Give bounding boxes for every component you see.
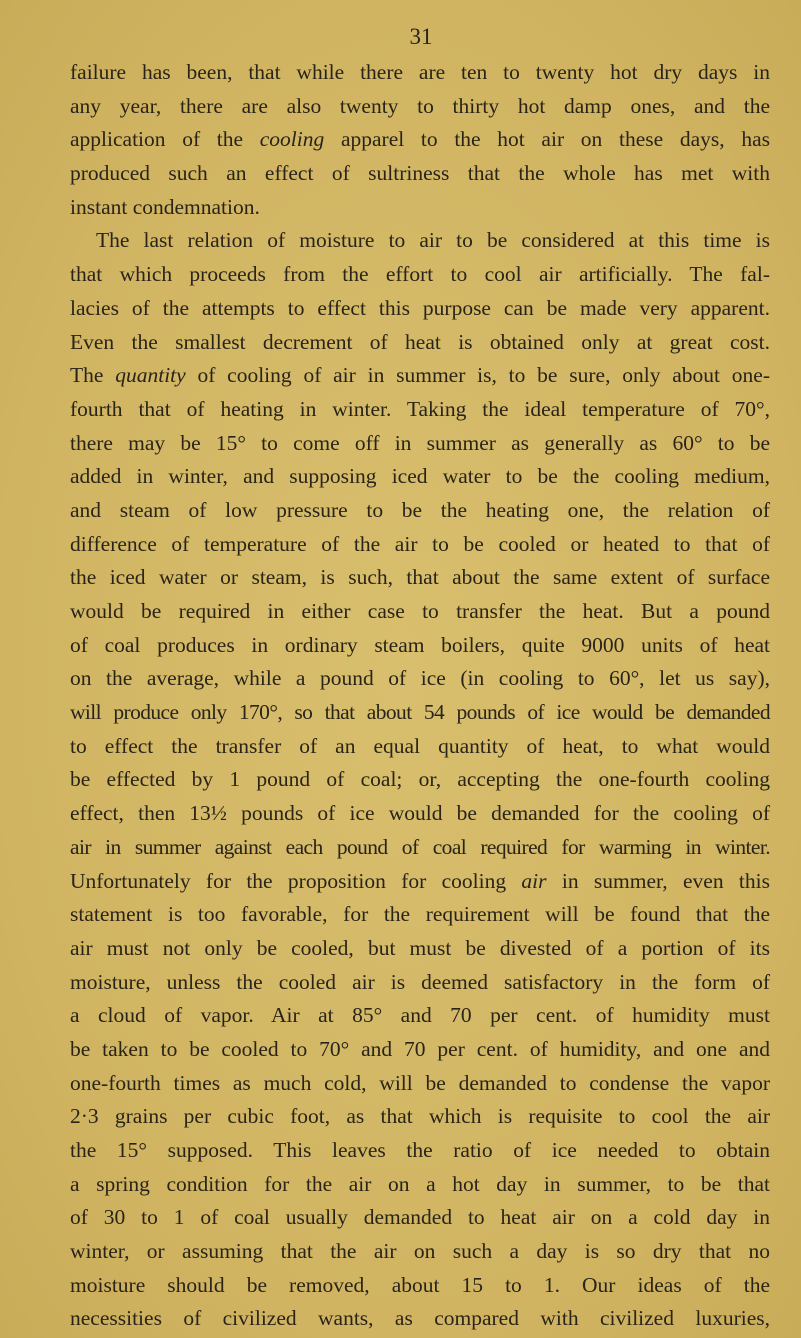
- text-segment: a cloud of vapor. Air at 85° and 70 per cent. of humidity must: [70, 1003, 770, 1028]
- text-segment: the iced water or steam, is such, that about the same extent of surface: [70, 565, 770, 590]
- text-line: [70, 730, 770, 764]
- text-line: [70, 1100, 770, 1134]
- text-line: [70, 494, 770, 528]
- text-segment: winter, or assuming that the air on such a day is so dry that no: [70, 1239, 770, 1264]
- text-line: [70, 1168, 770, 1202]
- text-line: [70, 1067, 770, 1101]
- text-segment: effect, then 13½ pounds of ice would be demanded for the cooling of: [70, 801, 770, 826]
- text-line: [70, 393, 770, 427]
- text-segment: that which proceeds from the effort to cool air artificially. The fal-: [70, 262, 770, 287]
- text-segment: any year, there are also twenty to thirty hot damp ones, and the: [70, 93, 770, 118]
- text-segment: a spring condition for the air on a hot day in summer, to be that: [70, 1171, 770, 1196]
- text-line: [70, 629, 770, 663]
- text-segment: air in summer against each pound of coal required for warming in winter.: [70, 834, 770, 859]
- text-line: [70, 1201, 770, 1235]
- text-segment: of 30 to 1 of coal usually demanded to heat air on a cold day in: [70, 1205, 770, 1230]
- text-line: [70, 292, 770, 326]
- text-line: [70, 56, 770, 90]
- text-segment: lacies of the attempts to effect this purpose can be made very apparent.: [70, 295, 770, 320]
- text-line: [70, 999, 770, 1033]
- text-line: [70, 1033, 770, 1067]
- text-segment: The: [70, 363, 116, 388]
- text-line: [70, 528, 770, 562]
- text-segment: application of the: [70, 127, 260, 152]
- italic-text: quantity: [115, 363, 186, 388]
- text-segment: of coal produces in ordinary steam boilers, quite 9000 units of heat: [70, 632, 770, 657]
- text-segment: be effected by 1 pound of coal; or, accepting the one-fourth cooling: [70, 767, 770, 792]
- text-segment: moisture should be removed, about 15 to 1. Our ideas of the: [70, 1272, 770, 1297]
- italic-text: air: [521, 868, 547, 893]
- text-segment: of cooling of air in summer is, to be sure, only about one-: [185, 363, 770, 388]
- text-segment: to effect the transfer of an equal quantity of heat, to what would: [70, 733, 770, 758]
- text-segment: apparel to the hot air on these days, has: [324, 127, 770, 152]
- text-segment: instant condemnation.: [70, 194, 260, 219]
- text-line: [70, 966, 770, 1000]
- text-line: [70, 427, 770, 461]
- italic-text: cooling: [259, 127, 325, 152]
- text-line: [70, 865, 770, 899]
- text-line: [70, 224, 770, 258]
- text-segment: produced such an effect of sultriness that the whole has met with: [70, 161, 770, 186]
- text-line: [70, 123, 770, 157]
- text-segment: Unfortunately for the proposition for cooling: [70, 868, 522, 893]
- text-line: [70, 662, 770, 696]
- text-line: [70, 831, 770, 865]
- text-segment: on the average, while a pound of ice (in cooling to 60°, let us say),: [70, 666, 770, 691]
- text-line: [70, 561, 770, 595]
- page-number: 31: [409, 24, 433, 49]
- text-line: [70, 1302, 770, 1336]
- text-segment: there may be 15° to come off in summer as generally as 60° to be: [70, 430, 770, 455]
- text-segment: moisture, unless the cooled air is deemed satisfactory in the form of: [70, 969, 770, 994]
- text-line: [70, 191, 770, 225]
- text-line: [70, 595, 770, 629]
- text-line: [70, 258, 770, 292]
- text-line: [70, 359, 770, 393]
- text-segment: and steam of low pressure to be the heating one, the relation of: [70, 497, 770, 522]
- text-segment: failure has been, that while there are ten to twenty hot dry days in: [70, 60, 770, 84]
- body-text: [70, 56, 770, 1336]
- text-segment: The last relation of moisture to air to be considered at this time is: [96, 228, 770, 253]
- text-line: [70, 696, 770, 730]
- text-line: [70, 1269, 770, 1303]
- text-line: [70, 763, 770, 797]
- text-segment: be taken to be cooled to 70° and 70 per cent. of humidity, and one and: [70, 1036, 770, 1061]
- text-segment: will produce only 170°, so that about 54 pounds of ice would be demanded: [70, 700, 770, 725]
- text-line: [70, 932, 770, 966]
- text-line: [70, 797, 770, 831]
- text-line: [70, 1235, 770, 1269]
- text-line: [70, 157, 770, 191]
- text-line: [70, 90, 770, 124]
- text-segment: difference of temperature of the air to be cooled or heated to that of: [70, 531, 770, 556]
- text-line: [70, 326, 770, 360]
- text-segment: fourth that of heating in winter. Taking the ideal temperature of 70°,: [70, 396, 770, 421]
- text-line: [70, 898, 770, 932]
- text-segment: in summer, even this: [546, 868, 770, 893]
- text-segment: statement is too favorable, for the requirement will be found that the: [70, 902, 770, 927]
- text-line: [70, 460, 770, 494]
- text-segment: added in winter, and supposing iced water to be the cooling medium,: [70, 464, 770, 489]
- text-segment: air must not only be cooled, but must be divested of a portion of its: [70, 935, 770, 960]
- text-segment: necessities of civilized wants, as compared with civilized luxuries,: [70, 1306, 770, 1331]
- text-segment: the 15° supposed. This leaves the ratio of ice needed to obtain: [70, 1138, 770, 1162]
- text-segment: one-fourth times as much cold, will be demanded to condense the vapor: [70, 1070, 770, 1095]
- text-segment: would be required in either case to transfer the heat. But a pound: [70, 599, 770, 623]
- text-segment: 2·3 grains per cubic foot, as that which is requisite to cool the air: [70, 1104, 770, 1129]
- text-line: [70, 1134, 770, 1168]
- text-segment: Even the smallest decrement of heat is obtained only at great cost.: [70, 329, 770, 354]
